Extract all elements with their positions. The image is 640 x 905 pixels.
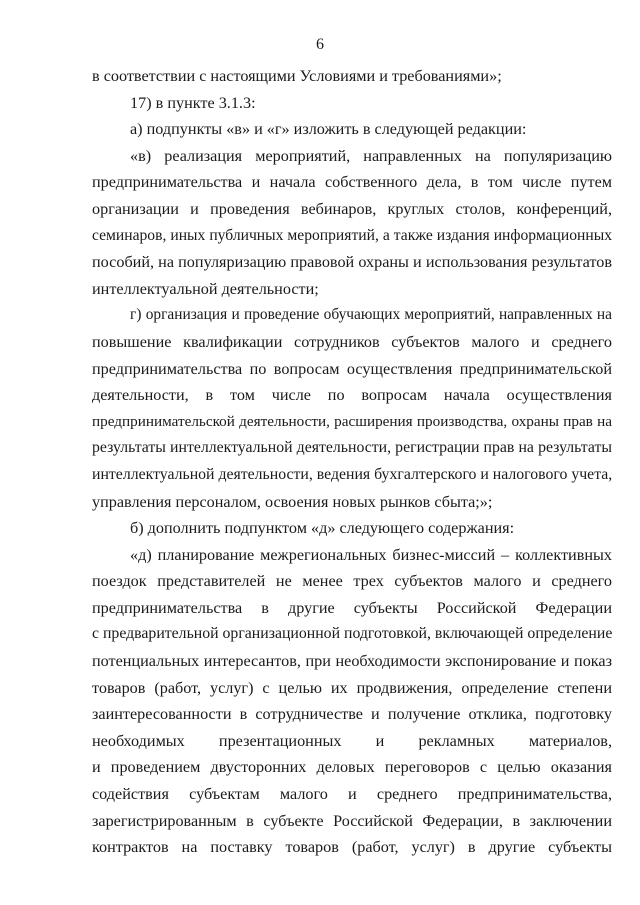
text-line: предпринимательства по вопросам осуществления предпринимательской bbox=[92, 359, 612, 378]
text-line: «в) реализация мероприятий, направленных на популяризацию bbox=[130, 146, 612, 165]
text-line: семинаров, иных публичных мероприятий, а также издания информационных bbox=[92, 226, 612, 244]
text-line: г) организация и проведение обучающих мероприятий, направленных на bbox=[130, 306, 612, 324]
text-line: интеллектуальной деятельности; bbox=[92, 279, 319, 298]
text-line: предпринимательства и начала собственного дела, в том числе путем bbox=[92, 173, 612, 192]
text-line: необходимых презентационных и рекламных материалов, bbox=[92, 731, 612, 750]
text-line: контрактов на поставку товаров (работ, услуг) в другие субъекты bbox=[92, 838, 612, 857]
text-line: организации и проведения вебинаров, круглых столов, конференций, bbox=[92, 199, 612, 218]
text-line: интеллектуальной деятельности, ведения бухгалтерского и налогового учета, bbox=[92, 465, 612, 483]
text-line: в соответствии с настоящими Условиями и требованиями»; bbox=[92, 67, 502, 85]
page-number: 6 bbox=[316, 36, 324, 53]
text-line: управления персоналом, освоения новых рынков сбыта;»; bbox=[92, 492, 493, 511]
text-line: зарегистрированным в субъекте Российской Федерации, в заключении bbox=[92, 811, 612, 830]
text-line: товаров (работ, услуг) с целью их продвижения, определение степени bbox=[92, 678, 612, 697]
text-line: содействия субъектам малого и среднего предпринимательства, bbox=[92, 785, 612, 804]
text-line: с предварительной организационной подготовкой, включающей определение bbox=[92, 625, 612, 643]
text-line: 17) в пункте 3.1.3: bbox=[130, 93, 256, 112]
text-line: б) дополнить подпунктом «д» следующего содержания: bbox=[130, 519, 515, 538]
text-line: поездок представителей не менее трех субъектов малого и среднего bbox=[92, 572, 612, 591]
text-line: «д) планирование межрегиональных бизнес-миссий – коллективных bbox=[130, 545, 612, 564]
text-line: деятельности, в том числе по вопросам начала осуществления bbox=[92, 386, 612, 405]
text-line: а) подпункты «в» и «г» изложить в следующей редакции: bbox=[130, 120, 527, 139]
document-body bbox=[92, 63, 612, 861]
text-line: результаты интеллектуальной деятельности, регистрации прав на результаты bbox=[92, 439, 612, 457]
text-line: потенциальных интересантов, при необходимости экспонирование и показ bbox=[92, 652, 612, 671]
text-line: предпринимательской деятельности, расширения производства, охраны прав на bbox=[92, 412, 612, 430]
text-line: предпринимательства в другие субъекты Российской Федерации bbox=[92, 598, 612, 617]
text-line: заинтересованности в сотрудничестве и получение отклика, подготовку bbox=[92, 705, 612, 724]
text-line: пособий, на популяризацию правовой охраны и использования результатов bbox=[92, 253, 612, 272]
text-line: повышение квалификации сотрудников субъектов малого и среднего bbox=[92, 332, 612, 351]
text-line: и проведением двусторонних деловых переговоров с целью оказания bbox=[92, 758, 612, 777]
